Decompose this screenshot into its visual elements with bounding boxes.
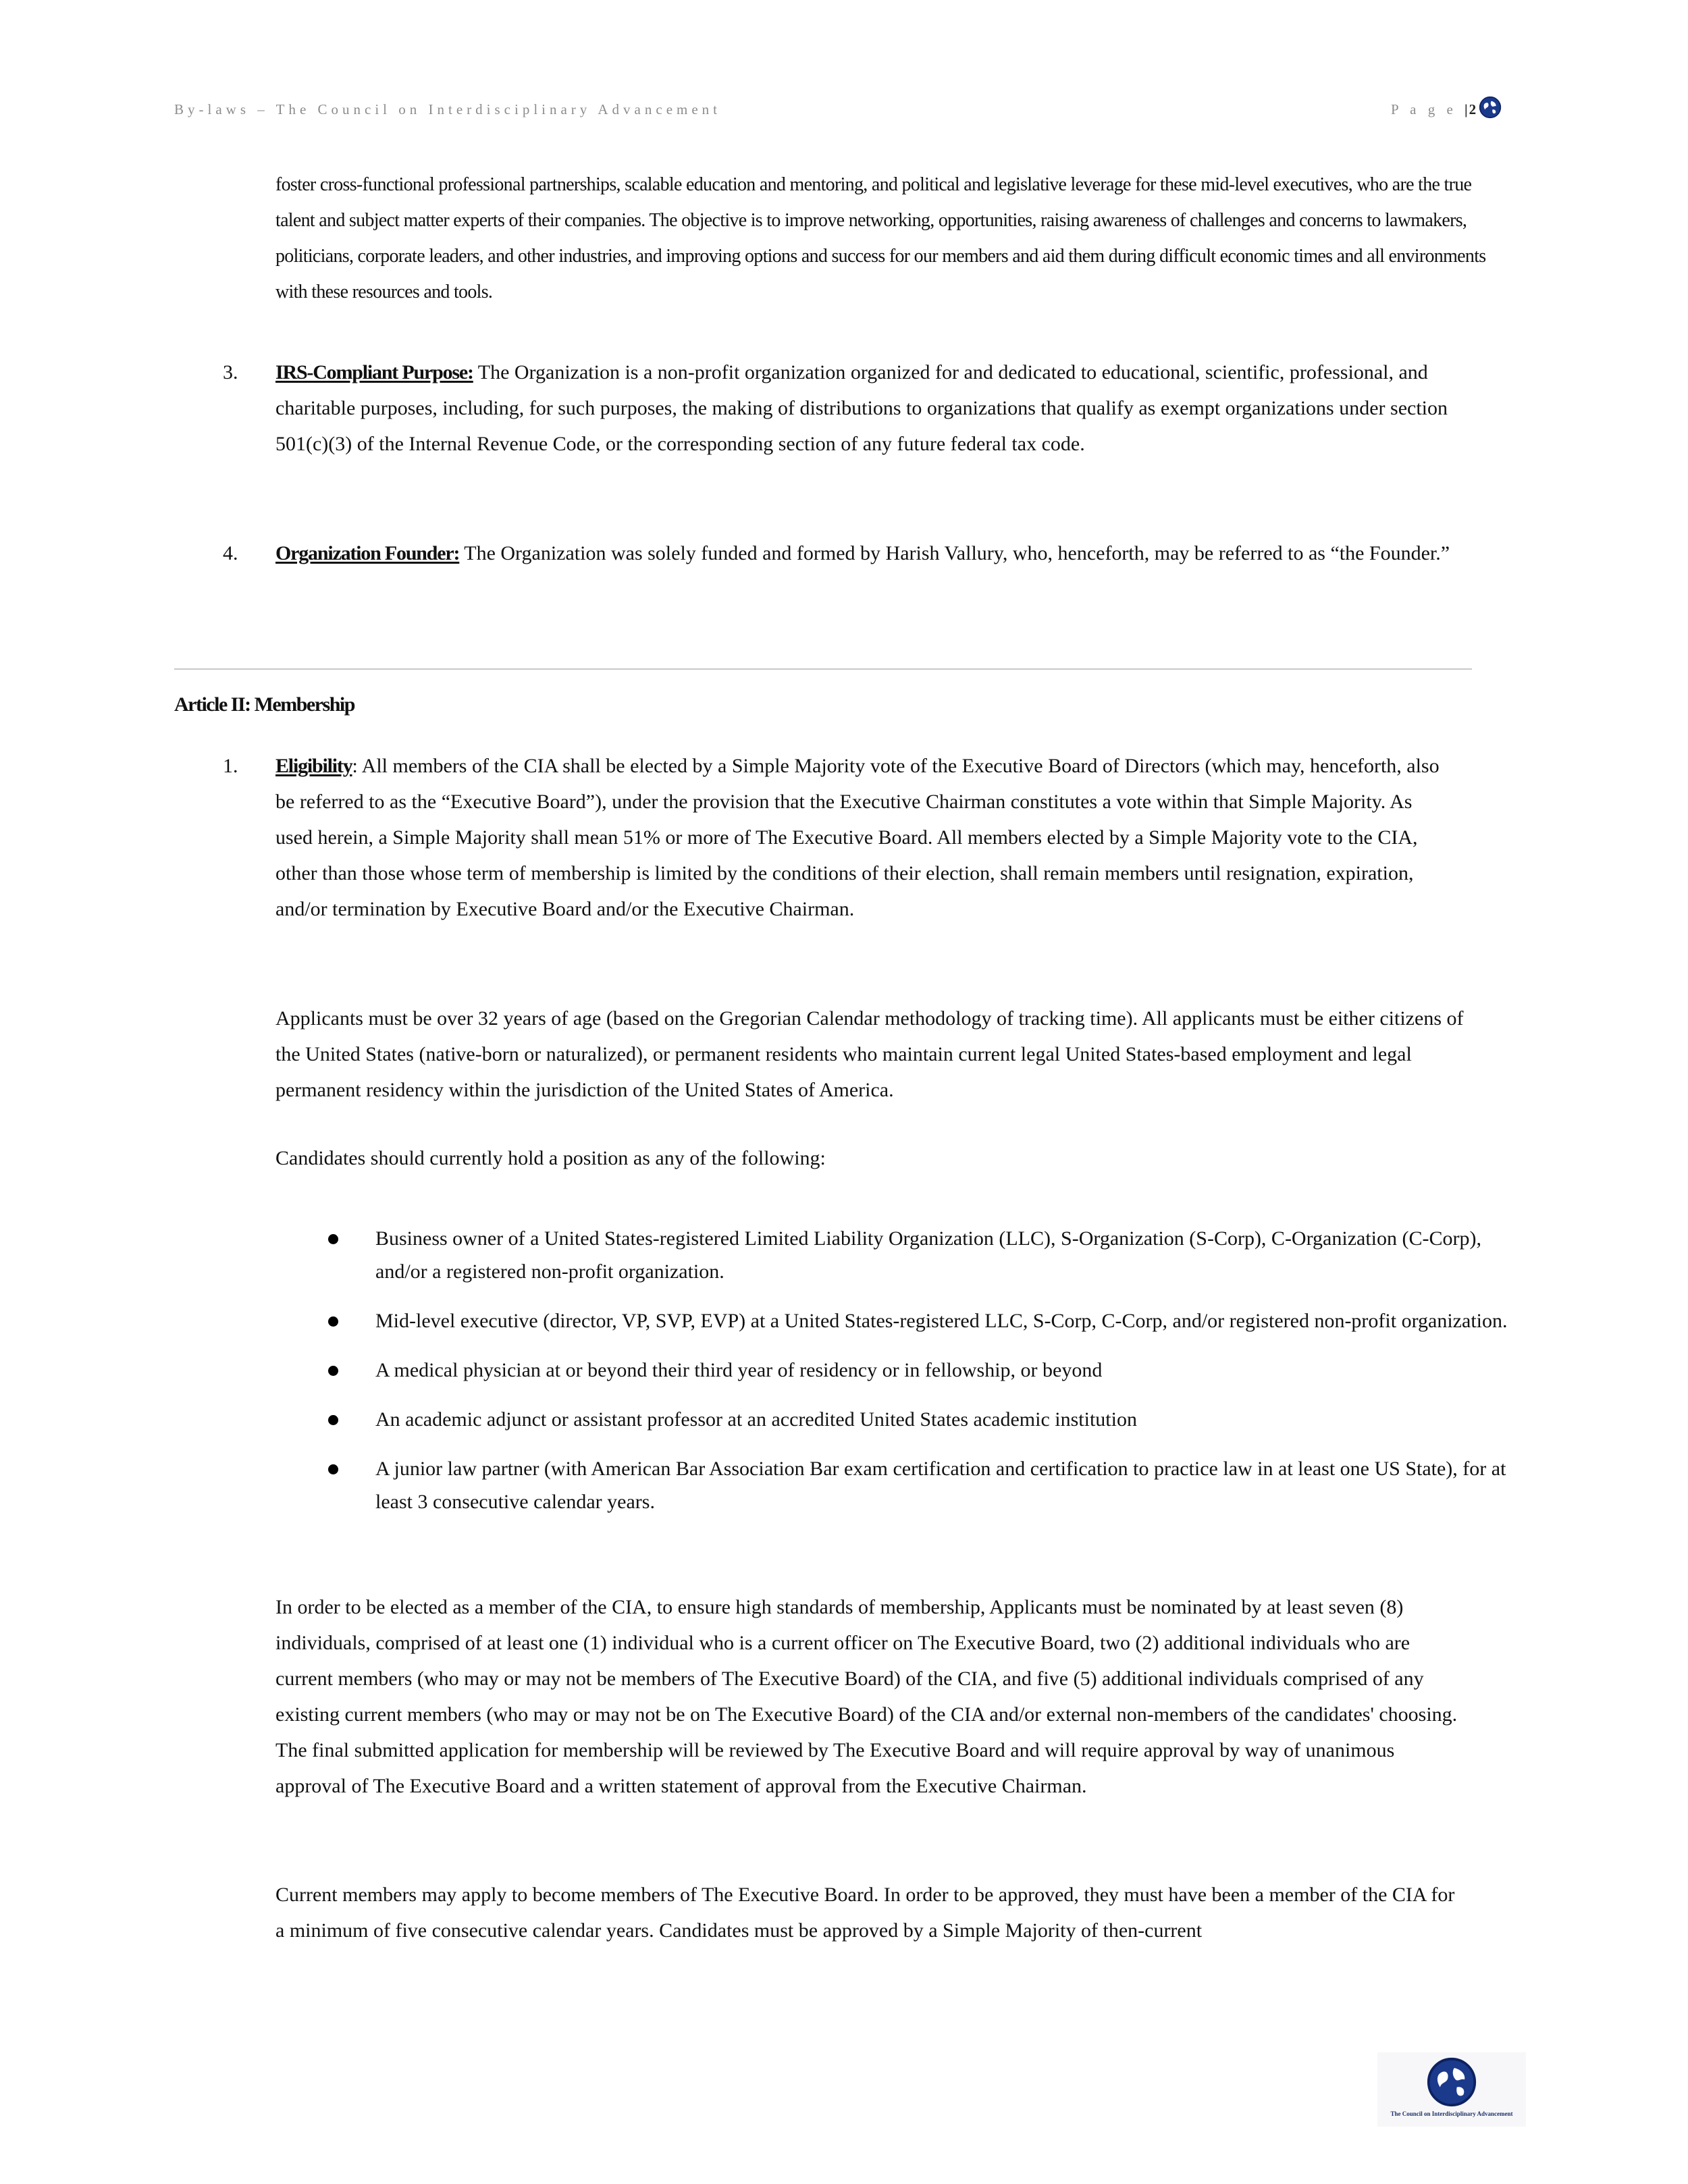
page-number-label: [1391, 101, 1477, 118]
item-term: Organization Founder:: [275, 542, 460, 564]
item-term: Eligibility: [275, 755, 352, 777]
globe-logo-icon: [1479, 96, 1502, 119]
list-number: 4.: [223, 542, 238, 564]
list-number: 1.: [223, 755, 238, 777]
logo-caption: The Council on Interdisciplinary Advancement: [1390, 2110, 1513, 2117]
eligibility-item: [275, 748, 1450, 927]
eligible-positions-list: [324, 1222, 1512, 1535]
section-divider: [174, 668, 1472, 670]
globe-logo-icon: [1426, 2056, 1477, 2108]
irs-compliant-purpose-item: [275, 354, 1484, 462]
page-label-text: P a g e: [1391, 101, 1457, 117]
running-header-title: By-laws – The Council on Interdisciplinary Advancement: [174, 101, 722, 117]
page-separator: |: [1465, 101, 1469, 117]
list-item: A junior law partner (with American Bar Association Bar exam certification and certification to practice law in at least one US State), for at least 3 consecutive calendar years.: [324, 1452, 1512, 1518]
list-number: 3.: [223, 361, 238, 383]
article-heading: Article II: Membership: [174, 693, 354, 716]
board-membership-paragraph: Current members may apply to become members of The Executive Board. In order to be approved, they must have been a member of the CIA for a minimum of five consecutive calendar years. Candidates must be approved by a Simple Majority of then-current: [275, 1884, 1455, 1942]
candidates-intro: Candidates should currently hold a position as any of the following:: [275, 1147, 826, 1169]
organization-founder-item: [275, 535, 1484, 571]
nomination-paragraph: In order to be elected as a member of the CIA, to ensure high standards of membership, Applicants must be nominated by at least seven (8) individuals, comprised of at least one (1) individual who is a current officer on The Executive Board, two (2) additional individuals who are current members (who may or may not be members of The Executive Board) of the CIA, and five (5) additional individuals comprised of any existing current members (who may or may not be on The Executive Board) of the CIA and/or external non-members of the candidates' choosing. The final submitted application for membership will be reviewed by The Executive Board and will require approval by way of unanimous approval of The Executive Board and a written statement of approval from the Executive Chairman.: [275, 1596, 1458, 1797]
list-item: Business owner of a United States-registered Limited Liability Organization (LLC), S-Organization (S-Corp), C-Organization (C-Corp), and/or a registered non-profit organization.: [324, 1222, 1512, 1288]
item-term: IRS-Compliant Purpose:: [275, 361, 473, 383]
page-number: 2: [1469, 101, 1478, 117]
intro-continuation-paragraph: foster cross-functional professional partnerships, scalable education and mentoring, and political and legislative leverage for these mid-level executives, who are the true talent and subject matter experts of their companies. The objective is to improve networking, opportunities, raising awareness of challenges and concerns to lawmakers, politicians, corporate leaders, and other industries, and improving options and success for our members and aid them during difficult economic times and all environments with these resources and tools.: [275, 174, 1486, 302]
item-text: The Organization is a non-profit organization organized for and dedicated to educational, scientific, professional, and charitable purposes, including, for such purposes, the making of distributions to organizations that qualify as exempt organizations under section 501(c)(3) of the Internal Revenue Code, or the corresponding section of any future federal tax code.: [275, 361, 1448, 455]
item-text: : All members of the CIA shall be elected by a Simple Majority vote of the Executive Board of Directors (which may, henceforth, also be referred to as the “Executive Board”), under the provision that the Executive Chairman constitutes a vote within that Simple Majority. As used herein, a Simple Majority shall mean 51% or more of The Executive Board. All members elected by a Simple Majority vote to the CIA, other than those whose term of membership is limited by the conditions of their election, shall remain members until resignation, expiration, and/or termination by Executive Board and/or the Executive Chairman.: [275, 755, 1440, 920]
list-item: An academic adjunct or assistant professor at an accredited United States academic institution: [324, 1403, 1512, 1436]
item-text: The Organization was solely funded and formed by Harish Vallury, who, henceforth, may be referred to as “the Founder.”: [459, 542, 1450, 564]
list-item: A medical physician at or beyond their third year of residency or in fellowship, or beyond: [324, 1354, 1512, 1387]
applicants-paragraph: Applicants must be over 32 years of age (based on the Gregorian Calendar methodology of tracking time). All applicants must be either citizens of the United States (native-born or naturalized), or permanent residents who maintain current legal United States-based employment and legal permanent residency within the jurisdiction of the United States of America.: [275, 1007, 1464, 1101]
footer-logo: [1377, 2052, 1526, 2127]
list-item: Mid-level executive (director, VP, SVP, EVP) at a United States-registered LLC, S-Corp, C-Corp, and/or registered non-profit organization.: [324, 1304, 1512, 1337]
